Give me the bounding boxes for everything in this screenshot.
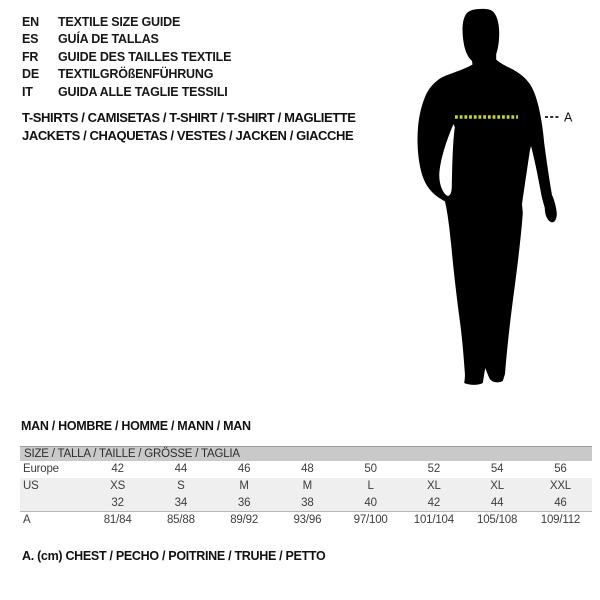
language-header-block — [22, 13, 231, 101]
lang-label-en: TEXTILE SIZE GUIDE — [58, 14, 181, 29]
lang-row-fr — [22, 48, 231, 66]
size-cell: 54 — [490, 463, 504, 475]
size-cell: 44 — [174, 463, 188, 475]
lang-code-it: IT — [22, 84, 33, 99]
size-cell: 56 — [554, 463, 567, 475]
size-header-cell: SIZE / TALLA / TAILLE / GRÖSSE / TAGLIA — [20, 447, 592, 461]
lang-label-de: TEXTILGRÖßENFÜHRUNG — [58, 67, 214, 82]
size-cell: 38 — [301, 496, 314, 509]
size-cell: XL — [427, 480, 441, 492]
size-cell: M — [239, 480, 249, 492]
size-cell: 89/92 — [213, 512, 276, 529]
size-cell: M — [302, 480, 313, 492]
size-cell: 97/100 — [339, 512, 402, 529]
size-cell: 48 — [301, 463, 314, 475]
size-cell: S — [177, 480, 185, 492]
measurement-label-a: A — [564, 110, 573, 125]
size-cell: 85/88 — [149, 512, 212, 529]
category-block — [22, 109, 356, 144]
category-line-tshirts: T-SHIRTS / CAMISETAS / T-SHIRT / T-SHIRT / MAGLIETTE — [22, 110, 356, 125]
lang-code-en: EN — [22, 14, 39, 29]
size-cell: L — [367, 480, 374, 492]
size-cell: 52 — [427, 463, 441, 475]
row-label-us: US — [23, 480, 39, 492]
size-cell: 40 — [364, 496, 377, 509]
size-cell: 109/112 — [529, 512, 592, 529]
lang-label-fr: GUIDE DES TAILLES TEXTILE — [58, 49, 232, 64]
lang-row-de — [22, 66, 231, 84]
table-row-chest — [20, 512, 592, 529]
size-cell: 50 — [364, 463, 377, 475]
lang-code-de: DE — [22, 67, 39, 82]
lang-label-it: GUIDA ALLE TAGLIE TESSILI — [58, 84, 228, 99]
row-label-europe: Europe — [23, 463, 59, 475]
size-cell: 32 — [111, 496, 124, 509]
size-cell: 42 — [427, 496, 441, 509]
table-row-us — [20, 478, 592, 495]
size-cell: 105/108 — [466, 512, 529, 529]
size-cell: 46 — [554, 496, 567, 509]
row-label-a: A — [20, 512, 86, 529]
row-label-blank — [20, 495, 86, 512]
size-table — [20, 446, 592, 529]
table-row-europe — [20, 461, 592, 478]
size-cell: 36 — [237, 496, 251, 509]
lang-label-es: GUÍA DE TALLAS — [58, 32, 159, 47]
man-silhouette — [418, 9, 557, 385]
lang-row-es — [22, 31, 231, 49]
size-cell: 34 — [174, 496, 188, 509]
lang-code-es: ES — [22, 32, 39, 47]
size-header-row — [20, 447, 592, 461]
size-cell: 42 — [111, 463, 124, 475]
table-row-numeric — [20, 495, 592, 512]
gender-header: MAN / HOMBRE / HOMME / MANN / MAN — [21, 419, 251, 433]
size-cell: XL — [490, 480, 504, 492]
size-cell: XXL — [549, 480, 571, 492]
lang-row-en — [22, 13, 231, 31]
size-cell: 81/84 — [86, 512, 149, 529]
size-cell: XS — [110, 480, 126, 492]
measurement-footnote: A. (cm) CHEST / PECHO / POITRINE / TRUHE / PETTO — [22, 549, 326, 563]
size-cell: 101/104 — [402, 512, 465, 529]
category-line-jackets: JACKETS / CHAQUETAS / VESTES / JACKEN / GIACCHE — [22, 127, 354, 143]
size-cell: 93/96 — [276, 512, 339, 529]
size-cell: 46 — [237, 463, 251, 475]
size-cell: 44 — [490, 496, 504, 509]
lang-row-it — [22, 83, 231, 101]
lang-code-fr: FR — [22, 49, 39, 64]
man-silhouette-figure — [410, 0, 600, 400]
